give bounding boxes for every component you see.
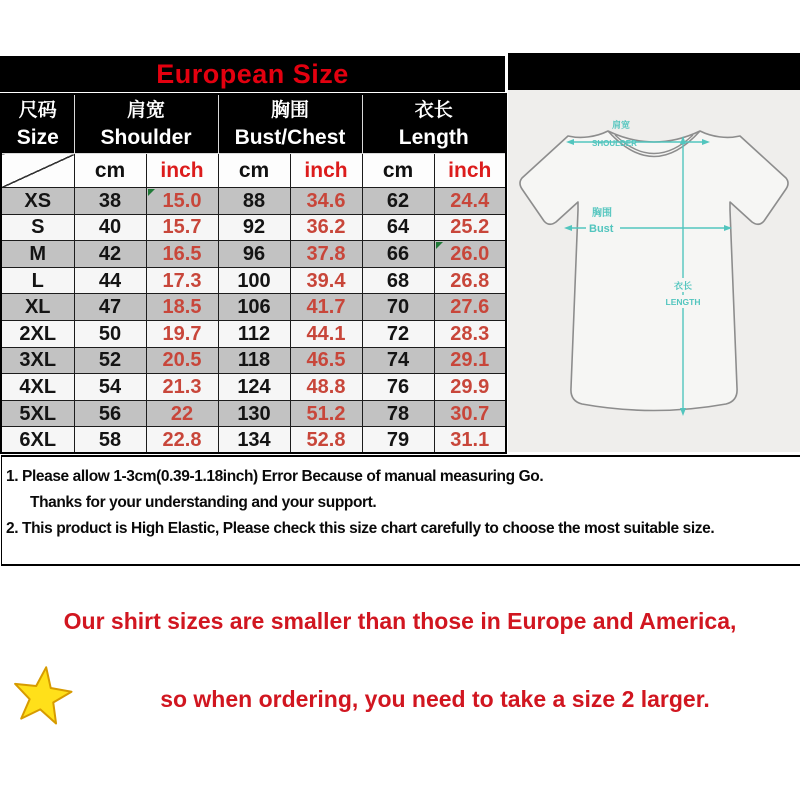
header-shoulder-cn: 肩宽 (126, 99, 165, 121)
tshirt-diagram-panel (508, 90, 800, 452)
cm-value-cell: 100 (218, 267, 290, 294)
cm-value-cell: 92 (218, 214, 290, 241)
star-icon (10, 663, 74, 729)
notes-box (1, 455, 800, 566)
inch-value-cell: 18.5 (146, 294, 218, 321)
table-row (1, 347, 506, 374)
inch-value-cell: 15.7 (146, 214, 218, 241)
size-cell: XS (1, 188, 74, 215)
cm-value-cell: 96 (218, 241, 290, 268)
cm-value-cell: 62 (362, 188, 434, 215)
cm-value-cell: 74 (362, 347, 434, 374)
header-size-en: Size (16, 125, 59, 149)
inch-value-cell: 39.4 (290, 267, 362, 294)
size-cell: 5XL (1, 400, 74, 427)
cm-value-cell: 50 (74, 320, 146, 347)
unit-cm-cell: cm (218, 154, 290, 188)
header-bust-en: Bust/Chest (234, 125, 346, 149)
inch-value-cell: 28.3 (434, 320, 506, 347)
inch-value-cell: 15.0 (146, 188, 218, 215)
inch-value-cell: 19.7 (146, 320, 218, 347)
cm-value-cell: 47 (74, 294, 146, 321)
header-size (1, 94, 74, 154)
cm-value-cell: 79 (362, 427, 434, 454)
header-size-cn: 尺码 (18, 99, 57, 121)
table-header-row (1, 94, 506, 154)
warning-line-1: Our shirt sizes are smaller than those in Europe and America, (63, 608, 737, 634)
cm-value-cell: 54 (74, 374, 146, 401)
shoulder-label-en: SHOULDER (592, 139, 637, 148)
size-chart-table (0, 93, 507, 454)
size-cell: M (1, 241, 74, 268)
inch-value-cell: 17.3 (146, 267, 218, 294)
unit-cm-cell: cm (362, 154, 434, 188)
inch-value-cell: 21.3 (146, 374, 218, 401)
note-line-2: Thanks for your understanding and your support. (30, 494, 377, 511)
inch-value-cell: 29.1 (434, 347, 506, 374)
table-row (1, 267, 506, 294)
inch-value-cell: 16.5 (146, 241, 218, 268)
tshirt-outline (520, 131, 788, 411)
size-cell: 2XL (1, 320, 74, 347)
inch-value-cell: 44.1 (290, 320, 362, 347)
table-row (1, 188, 506, 215)
inch-value-cell: 41.7 (290, 294, 362, 321)
cm-value-cell: 112 (218, 320, 290, 347)
size-table-body (1, 188, 506, 454)
right-black-bar (508, 53, 800, 90)
cm-value-cell: 58 (74, 427, 146, 454)
header-length-en: Length (398, 125, 469, 149)
inch-value-cell: 24.4 (434, 188, 506, 215)
size-cell: XL (1, 294, 74, 321)
cm-value-cell: 66 (362, 241, 434, 268)
page-title: European Size (156, 58, 349, 89)
cm-value-cell: 40 (74, 214, 146, 241)
shoulder-label-cn: 肩宽 (612, 120, 631, 130)
unit-row (1, 154, 506, 188)
length-arrow-bottom-icon (680, 408, 686, 416)
inch-value-cell: 36.2 (290, 214, 362, 241)
cm-value-cell: 118 (218, 347, 290, 374)
cm-value-cell: 72 (362, 320, 434, 347)
unit-inch-cell: inch (290, 154, 362, 188)
inch-value-cell: 37.8 (290, 241, 362, 268)
table-row (1, 400, 506, 427)
cm-value-cell: 88 (218, 188, 290, 215)
header-shoulder (74, 94, 218, 154)
cm-value-cell: 70 (362, 294, 434, 321)
unit-inch-cell: inch (146, 154, 218, 188)
size-cell: 4XL (1, 374, 74, 401)
inch-value-cell: 31.1 (434, 427, 506, 454)
diagonal-cell (1, 154, 74, 188)
inch-value-cell: 30.7 (434, 400, 506, 427)
inch-value-cell: 34.6 (290, 188, 362, 215)
warning-line-2: so when ordering, you need to take a size 2 larger. (160, 686, 710, 712)
header-bust (218, 94, 362, 154)
header-length (362, 94, 506, 154)
size-cell: 3XL (1, 347, 74, 374)
inch-value-cell: 26.0 (434, 241, 506, 268)
note-line-1: 1. Please allow 1-3cm(0.39-1.18inch) Error Because of manual measuring Go. (6, 468, 544, 485)
table-row (1, 214, 506, 241)
cm-value-cell: 76 (362, 374, 434, 401)
title-bar (0, 56, 505, 92)
length-label-en: LENGTH (665, 297, 701, 307)
header-shoulder-en: Shoulder (100, 125, 192, 149)
bust-label-en: Bust (589, 223, 614, 235)
cm-value-cell: 134 (218, 427, 290, 454)
size-cell: S (1, 214, 74, 241)
inch-value-cell: 29.9 (434, 374, 506, 401)
inch-value-cell: 22.8 (146, 427, 218, 454)
header-bust-cn: 胸围 (270, 99, 309, 121)
inch-value-cell: 46.5 (290, 347, 362, 374)
header-length-cn: 衣长 (414, 99, 453, 121)
inch-value-cell: 25.2 (434, 214, 506, 241)
inch-value-cell: 26.8 (434, 267, 506, 294)
bust-arrow-left-icon (564, 225, 572, 231)
cm-value-cell: 78 (362, 400, 434, 427)
length-label-cn: 衣长 (673, 281, 693, 291)
unit-inch-cell: inch (434, 154, 506, 188)
size-cell: 6XL (1, 427, 74, 454)
inch-value-cell: 22 (146, 400, 218, 427)
inch-value-cell: 27.6 (434, 294, 506, 321)
table-row (1, 374, 506, 401)
cm-value-cell: 44 (74, 267, 146, 294)
cm-value-cell: 68 (362, 267, 434, 294)
table-row (1, 320, 506, 347)
cm-value-cell: 124 (218, 374, 290, 401)
inch-value-cell: 52.8 (290, 427, 362, 454)
table-row (1, 427, 506, 454)
cm-value-cell: 64 (362, 214, 434, 241)
note-line-3: 2. This product is High Elastic, Please check this size chart carefully to choose the most suitable size. (6, 520, 715, 537)
size-cell: L (1, 267, 74, 294)
tshirt-diagram (508, 90, 800, 452)
table-row (1, 241, 506, 268)
cm-value-cell: 130 (218, 400, 290, 427)
inch-value-cell: 20.5 (146, 347, 218, 374)
excel-flag-icon (436, 242, 443, 249)
inch-value-cell: 51.2 (290, 400, 362, 427)
cm-value-cell: 106 (218, 294, 290, 321)
unit-cm-cell: cm (74, 154, 146, 188)
cm-value-cell: 56 (74, 400, 146, 427)
table-row (1, 294, 506, 321)
cm-value-cell: 38 (74, 188, 146, 215)
cm-value-cell: 52 (74, 347, 146, 374)
cm-value-cell: 42 (74, 241, 146, 268)
excel-flag-icon (148, 189, 155, 196)
inch-value-cell: 48.8 (290, 374, 362, 401)
bust-label-cn: 胸围 (592, 208, 612, 219)
